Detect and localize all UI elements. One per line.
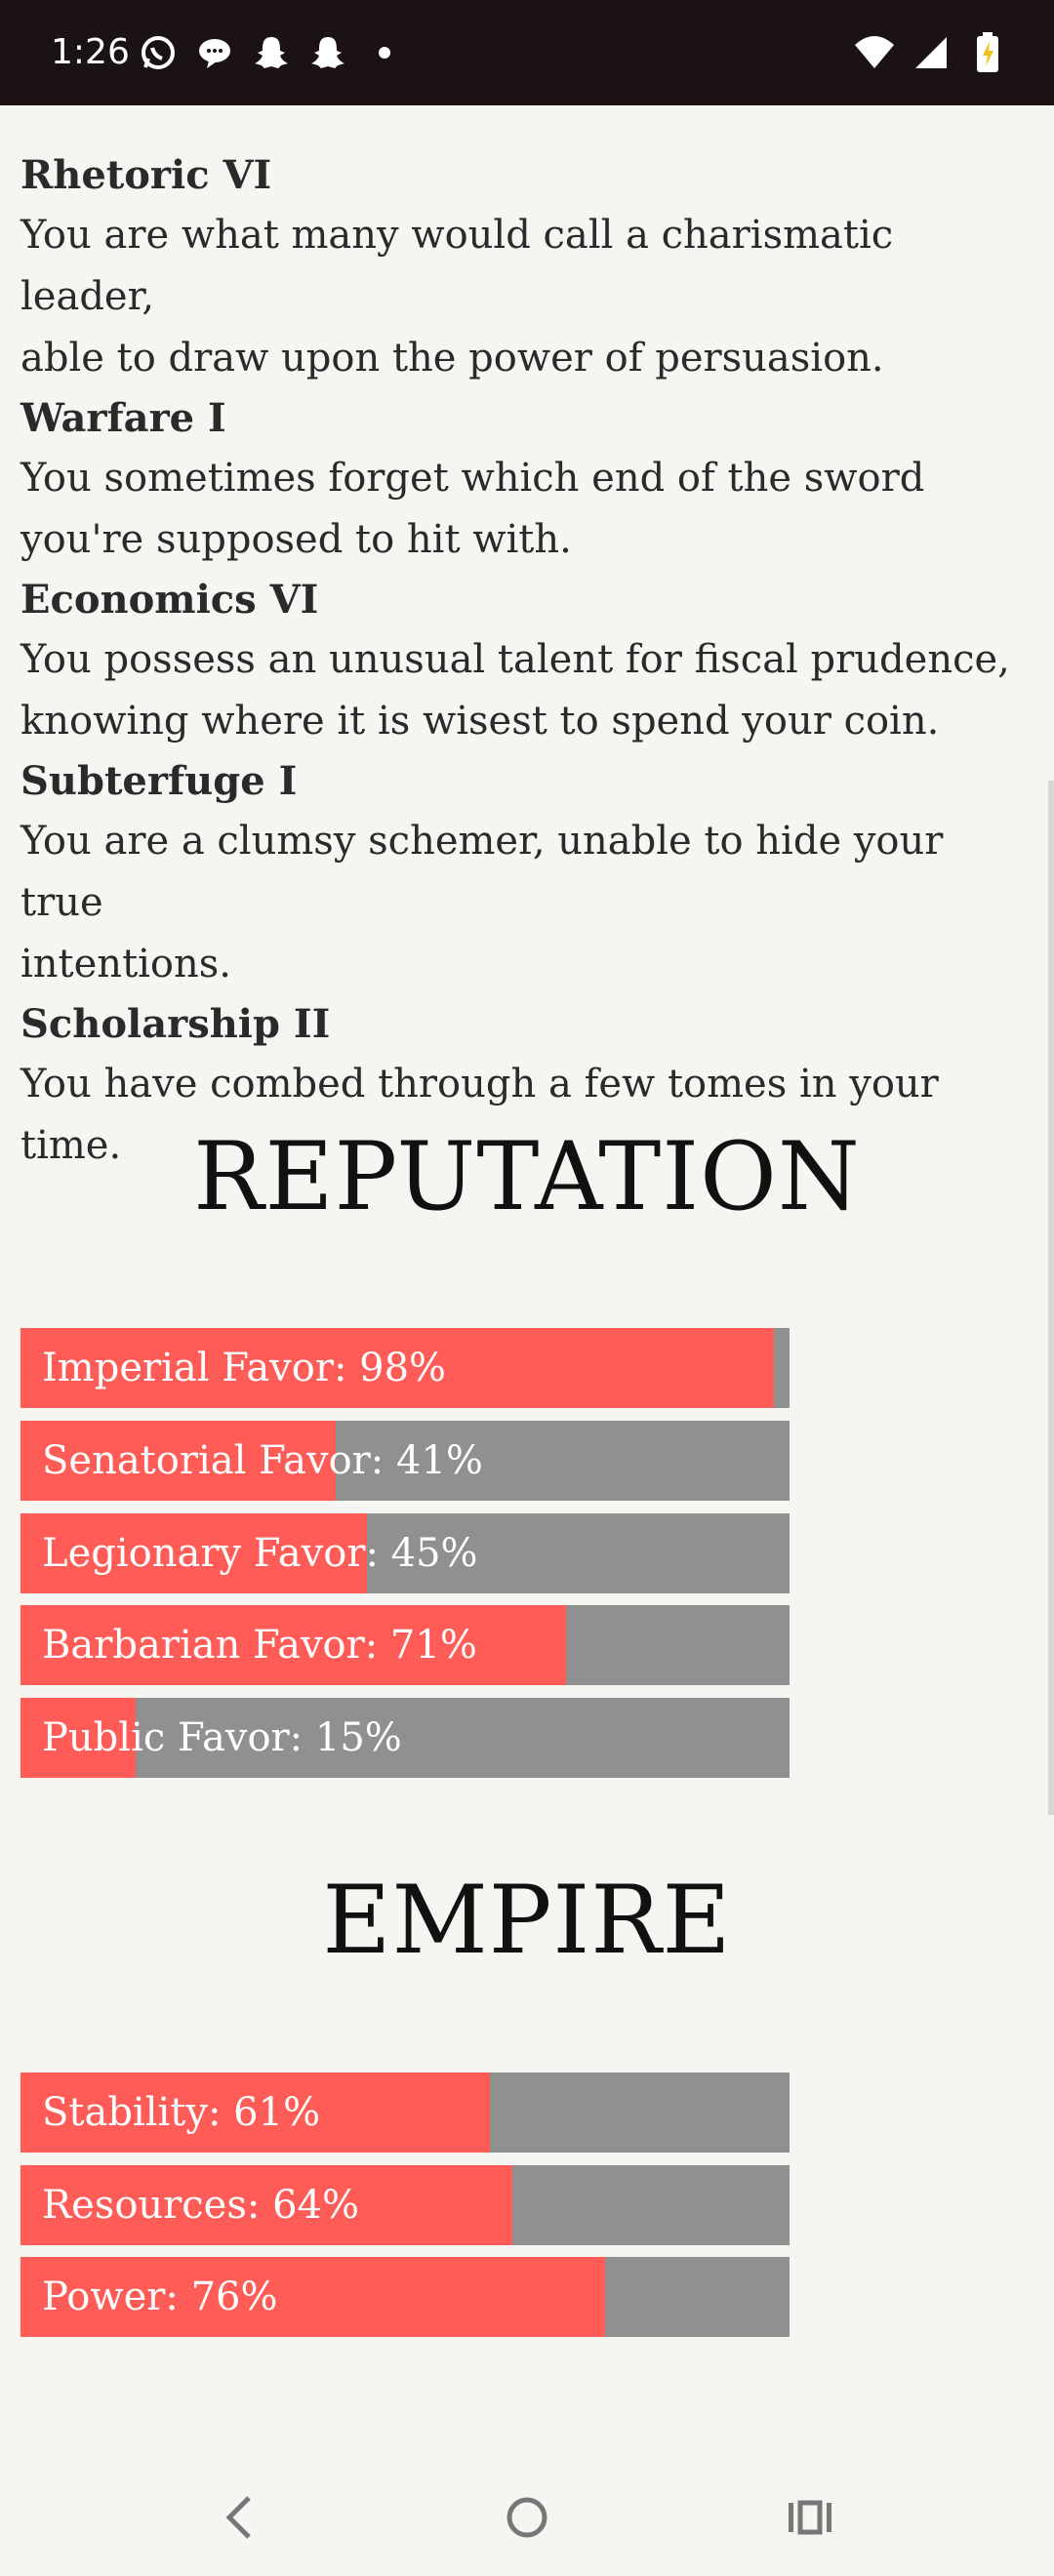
home-icon xyxy=(503,2493,551,2542)
scrollbar-thumb[interactable] xyxy=(1048,781,1054,1815)
status-bar xyxy=(0,0,1054,105)
public-favor-bar xyxy=(20,1698,790,1778)
skill-economics xyxy=(20,571,1035,752)
recents-button[interactable] xyxy=(781,2488,839,2547)
imperial-favor-bar xyxy=(20,1328,790,1408)
skill-warfare xyxy=(20,389,1035,571)
snapchat-icon xyxy=(306,31,349,74)
system-nav-bar xyxy=(0,2459,1054,2576)
desc-line: You are what many would call a charismatic leader, xyxy=(20,213,894,319)
desc-line: intentions. xyxy=(20,942,232,986)
skill-title: Economics VI xyxy=(20,577,319,623)
reputation-heading: REPUTATION xyxy=(193,1122,861,1231)
battery-charging-icon xyxy=(966,31,1009,74)
desc-line: you're supposed to hit with. xyxy=(20,517,572,562)
snapchat-icon xyxy=(250,31,293,74)
skill-title: Subterfuge I xyxy=(20,758,298,804)
whatsapp-icon xyxy=(137,31,180,74)
desc-line: You have combed through a few tomes in your xyxy=(20,1062,939,1107)
skill-desc xyxy=(20,811,1035,995)
empire-heading: EMPIRE xyxy=(322,1866,732,1975)
bar-label: Barbarian Favor: 71% xyxy=(42,1623,477,1668)
home-button[interactable] xyxy=(498,2488,556,2547)
skill-desc xyxy=(20,205,1035,389)
back-icon xyxy=(220,2493,259,2542)
resources-bar xyxy=(20,2165,790,2245)
bar-label: Imperial Favor: 98% xyxy=(42,1346,447,1390)
status-time: 1:26 xyxy=(51,32,130,72)
notification-icons xyxy=(137,29,406,76)
stability-bar xyxy=(20,2073,790,2153)
legionary-favor-bar xyxy=(20,1513,790,1593)
desc-line: able to draw upon the power of persuasion. xyxy=(20,336,884,381)
skill-title: Rhetoric VI xyxy=(20,152,272,198)
barbarian-favor-bar xyxy=(20,1605,790,1685)
desc-line: You are a clumsy schemer, unable to hide your true xyxy=(20,819,944,925)
bar-label: Legionary Favor: 45% xyxy=(42,1531,478,1576)
bar-label: Resources: 64% xyxy=(42,2183,359,2228)
desc-line: time. xyxy=(20,1123,122,1168)
bar-label: Public Favor: 15% xyxy=(42,1715,402,1760)
skill-title: Scholarship II xyxy=(20,1001,331,1047)
cell-signal-icon xyxy=(910,31,953,74)
back-button[interactable] xyxy=(210,2488,268,2547)
skill-rhetoric xyxy=(20,146,1035,389)
skill-title: Warfare I xyxy=(20,395,226,441)
skill-desc xyxy=(20,629,1035,752)
recents-icon xyxy=(786,2493,834,2542)
senatorial-favor-bar xyxy=(20,1421,790,1501)
bar-label: Power: 76% xyxy=(42,2274,278,2319)
chat-bubble-icon xyxy=(193,31,236,74)
desc-line: You possess an unusual talent for fiscal prudence, xyxy=(20,637,1010,682)
system-icons xyxy=(853,29,1009,76)
power-bar xyxy=(20,2257,790,2337)
skills-list xyxy=(20,146,1035,1177)
desc-line: You sometimes forget which end of the sword xyxy=(20,456,925,501)
bar-label: Senatorial Favor: 41% xyxy=(42,1438,483,1483)
skill-desc xyxy=(20,448,1035,571)
skill-subterfuge xyxy=(20,752,1035,995)
bar-label: Stability: 61% xyxy=(42,2090,321,2135)
desc-line: knowing where it is wisest to spend your coin. xyxy=(20,699,940,744)
dot-icon xyxy=(363,31,406,74)
wifi-icon xyxy=(853,31,896,74)
